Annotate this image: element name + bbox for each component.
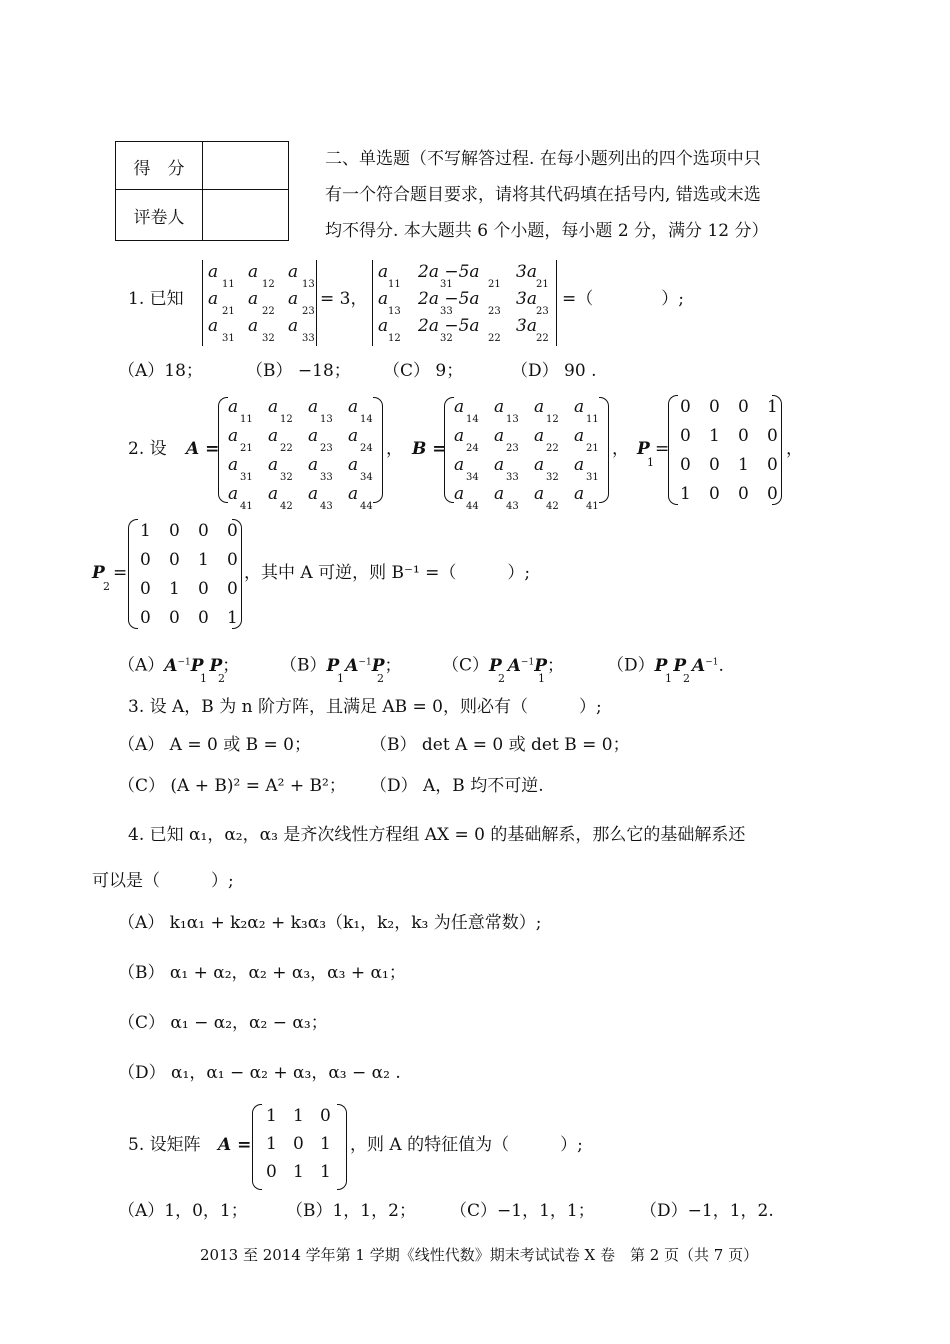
matrix-entry: 0: [680, 455, 691, 475]
matrix-entry: a: [494, 455, 505, 475]
matrix-entry: a: [308, 397, 319, 417]
matrix-entry: 1: [293, 1106, 304, 1126]
matrix-subscript: 23: [536, 306, 549, 317]
matrix-entry: 0: [169, 521, 180, 541]
page-footer: 2013 至 2014 学年第 1 学期《线性代数》期末考试试卷 X 卷 第 2 页（共 7 页）: [200, 1246, 759, 1264]
q1-prefix: 1. 已知: [128, 289, 184, 309]
matrix-entry: 0: [767, 455, 778, 475]
matrix-entry: 0: [320, 1106, 331, 1126]
matrix-entry: 1: [198, 550, 209, 570]
q5-option-d: （D）−1，1，2.: [640, 1201, 774, 1221]
matrix-entry: a: [308, 426, 319, 446]
option-label: （B）: [280, 655, 327, 676]
matrix-entry: a: [268, 455, 279, 475]
matrix-subscript: 21: [488, 279, 501, 290]
option-formula: P P $A^{-1}$.: [654, 655, 724, 676]
matrix-subscript: 33: [320, 472, 333, 483]
matrix-entry: 0: [227, 579, 238, 599]
matrix-entry: a: [378, 289, 389, 309]
matrix-entry: 1: [767, 397, 778, 417]
matrix-entry: a: [248, 262, 259, 282]
option-label: （C）: [442, 655, 490, 676]
q1-option-d: （D） 90 .: [511, 361, 597, 381]
matrix-bracket: [337, 1104, 347, 1190]
matrix-subscript: 22: [488, 333, 501, 344]
matrix-subscript: 32: [280, 472, 293, 483]
matrix-entry: a: [534, 455, 545, 475]
matrix-bracket: [128, 519, 138, 629]
matrix-subscript: 22: [262, 306, 275, 317]
matrix-entry: a: [534, 397, 545, 417]
q1-option-c: （C） 9；: [383, 361, 464, 381]
matrix-entry: a: [288, 289, 299, 309]
matrix-subscript: 13: [506, 414, 519, 425]
matrix-entry: a: [574, 397, 585, 417]
q2-comma: ，: [786, 439, 803, 459]
matrix-entry: 0: [767, 484, 778, 504]
matrix-entry: a: [208, 316, 219, 336]
section-line-1: 二、单选题（不写解答过程. 在每小题列出的四个选项中只: [325, 149, 761, 169]
matrix-bracket: [316, 260, 317, 346]
matrix-entry: 0: [227, 521, 238, 541]
matrix-subscript: 22: [280, 443, 293, 454]
matrix-subscript: 21: [586, 443, 599, 454]
matrix-entry: a: [454, 455, 465, 475]
matrix-subscript: 32: [440, 333, 453, 344]
matrix-subscript: 31: [240, 472, 253, 483]
q5-A-label: A =: [218, 1135, 252, 1155]
matrix-entry: 2a −5a: [418, 289, 480, 309]
matrix-entry: 1: [227, 608, 238, 628]
matrix-entry: 1: [320, 1134, 331, 1154]
matrix-entry: 0: [169, 550, 180, 570]
matrix-subscript: 23: [320, 443, 333, 454]
matrix-entry: a: [378, 316, 389, 336]
matrix-entry: 1: [140, 521, 151, 541]
matrix-subscript: 24: [360, 443, 373, 454]
matrix-subscript: 22: [536, 333, 549, 344]
matrix-entry: a: [494, 484, 505, 504]
matrix-subscript: 31: [222, 333, 235, 344]
q4-option-a: （A） k₁α₁ + k₂α₂ + k₃α₃（k₁，k₂，k₃ 为任意常数）;: [118, 913, 542, 933]
q5-tail: ，则 A 的特征值为（ ）;: [350, 1135, 583, 1155]
table-divider: [116, 189, 288, 190]
matrix-subscript: 23: [302, 306, 315, 317]
matrix-entry: a: [494, 397, 505, 417]
q4-stem: 4. 已知 α₁，α₂，α₃ 是齐次线性方程组 AX = 0 的基础解系，那么它的基础解系还: [128, 825, 746, 845]
matrix-entry: a: [348, 455, 359, 475]
matrix-bracket: [218, 397, 228, 503]
q2-P2-label: P: [92, 563, 105, 583]
matrix-subscript: 33: [302, 333, 315, 344]
score-label: 得 分: [133, 159, 185, 179]
matrix-entry: a: [534, 484, 545, 504]
matrix-entry: a: [454, 397, 465, 417]
matrix-entry: a: [228, 455, 239, 475]
grader-label: 评卷人: [133, 208, 185, 228]
matrix-subscript: 21: [240, 443, 253, 454]
q1-option-b: （B） −18；: [246, 361, 351, 381]
matrix-subscript: 22: [546, 443, 559, 454]
matrix-entry: a: [288, 316, 299, 336]
matrix-entry: a: [574, 455, 585, 475]
matrix-bracket: [599, 397, 609, 503]
q5-option-b: （B）1，1，2；: [286, 1201, 416, 1221]
q2-prefix: 2. 设: [128, 439, 167, 459]
q4-option-c: （C） α₁ − α₂，α₂ − α₃；: [118, 1013, 328, 1033]
q4-option-b: （B） α₁ + α₂，α₂ + α₃，α₃ + α₁；: [118, 963, 406, 983]
matrix-entry: a: [248, 289, 259, 309]
matrix-subscript: 12: [388, 333, 401, 344]
matrix-entry: 1: [738, 455, 749, 475]
matrix-subscript: 42: [280, 501, 293, 512]
q2-B-label: B =: [412, 439, 447, 459]
matrix-subscript: 31: [586, 472, 599, 483]
matrix-subscript: 23: [488, 306, 501, 317]
score-table: [115, 141, 289, 241]
matrix-subscript: 11: [240, 414, 253, 425]
matrix-entry: a: [228, 484, 239, 504]
q3-option-a: （A） A = 0 或 B = 0；: [118, 735, 311, 755]
option-label: （D）: [607, 655, 655, 676]
q1-eq-blank: =（ ）;: [562, 289, 684, 309]
matrix-subscript: 12: [280, 414, 293, 425]
matrix-entry: a: [574, 426, 585, 446]
matrix-entry: 1: [680, 484, 691, 504]
matrix-entry: a: [288, 262, 299, 282]
matrix-entry: 1: [266, 1106, 277, 1126]
matrix-entry: a: [534, 426, 545, 446]
q2-P1-subscript: 1: [647, 456, 654, 469]
matrix-entry: a: [494, 426, 505, 446]
matrix-entry: 1: [709, 426, 720, 446]
matrix-entry: 0: [738, 484, 749, 504]
q3-option-c: （C） (A + B)² = A² + B²；: [118, 776, 346, 796]
option-formula: P $A^{-1}P$；: [326, 655, 402, 676]
matrix-entry: 0: [169, 608, 180, 628]
matrix-entry: a: [454, 426, 465, 446]
q3-option-d: （D） A，B 均不可逆.: [370, 776, 544, 796]
matrix-entry: 1: [320, 1162, 331, 1182]
matrix-entry: a: [348, 484, 359, 504]
matrix-entry: 1: [169, 579, 180, 599]
matrix-entry: a: [268, 426, 279, 446]
matrix-entry: 0: [198, 579, 209, 599]
matrix-subscript: 13: [302, 279, 315, 290]
q1-eq3: = 3，: [320, 289, 368, 309]
matrix-subscript: 34: [466, 472, 479, 483]
matrix-entry: 2a −5a: [418, 316, 480, 336]
matrix-subscript: 12: [546, 414, 559, 425]
matrix-entry: a: [378, 262, 389, 282]
matrix-subscript: 23: [506, 443, 519, 454]
matrix-entry: a: [268, 397, 279, 417]
matrix-subscript: 31: [440, 279, 453, 290]
matrix-entry: 0: [709, 484, 720, 504]
matrix-bracket: [252, 1104, 262, 1190]
matrix-subscript: 32: [546, 472, 559, 483]
matrix-entry: 0: [227, 550, 238, 570]
matrix-entry: 0: [680, 397, 691, 417]
matrix-bracket: [556, 260, 557, 346]
matrix-entry: a: [268, 484, 279, 504]
matrix-entry: 0: [709, 397, 720, 417]
matrix-entry: 0: [198, 608, 209, 628]
q2-A-label: A =: [186, 439, 220, 459]
matrix-entry: 0: [140, 579, 151, 599]
q2-P2-eq: =: [113, 563, 128, 583]
q2-P2-subscript: 2: [103, 580, 110, 593]
matrix-subscript: 13: [320, 414, 333, 425]
matrix-entry: a: [228, 426, 239, 446]
matrix-subscript: 44: [360, 501, 373, 512]
matrix-subscript: 44: [466, 501, 479, 512]
matrix-bracket: [202, 260, 203, 346]
q5-prefix: 5. 设矩阵: [128, 1135, 201, 1155]
section-line-2: 有一个符合题目要求，请将其代码填在括号内, 错选或末选: [325, 185, 761, 205]
matrix-entry: a: [248, 316, 259, 336]
q4-option-d: （D） α₁，α₁ − α₂ + α₃，α₃ − α₂ .: [118, 1063, 401, 1083]
q2-comma: ，: [612, 439, 629, 459]
matrix-entry: a: [208, 289, 219, 309]
matrix-entry: a: [308, 484, 319, 504]
matrix-entry: a: [348, 426, 359, 446]
matrix-entry: a: [228, 397, 239, 417]
matrix-entry: 1: [293, 1162, 304, 1182]
matrix-entry: 0: [293, 1134, 304, 1154]
matrix-entry: 0: [738, 426, 749, 446]
section-line-3: 均不得分. 本大题共 6 个小题，每小题 2 分，满分 12 分）: [325, 221, 769, 241]
matrix-bracket: [373, 397, 383, 503]
subscript: 1 2: [200, 672, 225, 685]
matrix-subscript: 11: [586, 414, 599, 425]
q2-comma: ，: [386, 439, 403, 459]
matrix-entry: 0: [140, 550, 151, 570]
q2-P1-eq: =: [655, 439, 670, 459]
matrix-entry: 0: [198, 521, 209, 541]
option-formula: P $A^{-1}P$；: [489, 655, 564, 676]
matrix-subscript: 33: [440, 306, 453, 317]
matrix-entry: 0: [266, 1162, 277, 1182]
matrix-subscript: 14: [466, 414, 479, 425]
option-label: （A）: [118, 655, 165, 676]
matrix-subscript: 21: [536, 279, 549, 290]
matrix-entry: 3a: [516, 262, 537, 282]
matrix-subscript: 32: [262, 333, 275, 344]
matrix-subscript: 33: [506, 472, 519, 483]
matrix-subscript: 14: [360, 414, 373, 425]
q1-option-a: （A）18；: [118, 361, 203, 381]
matrix-subscript: 11: [222, 279, 235, 290]
matrix-subscript: 24: [466, 443, 479, 454]
matrix-entry: a: [454, 484, 465, 504]
matrix-bracket: [444, 397, 454, 503]
matrix-subscript: 21: [222, 306, 235, 317]
matrix-entry: 1: [266, 1134, 277, 1154]
matrix-entry: 3a: [516, 316, 537, 336]
matrix-entry: 0: [140, 608, 151, 628]
matrix-subscript: 41: [586, 501, 599, 512]
matrix-entry: 0: [709, 455, 720, 475]
q3-stem: 3. 设 A，B 为 n 阶方阵，且满足 AB = 0，则必有（ ）;: [128, 697, 602, 717]
matrix-subscript: 42: [546, 501, 559, 512]
q3-option-b: （B） det A = 0 或 det B = 0；: [370, 735, 630, 755]
q5-option-c: （C）−1，1，1；: [450, 1201, 595, 1221]
matrix-entry: a: [348, 397, 359, 417]
matrix-entry: 0: [738, 397, 749, 417]
matrix-entry: a: [308, 455, 319, 475]
subscript: 2 1: [498, 672, 545, 685]
matrix-entry: 2a −5a: [418, 262, 480, 282]
matrix-subscript: 43: [506, 501, 519, 512]
q4-stem-2: 可以是（ ）;: [92, 871, 234, 891]
matrix-bracket: [372, 260, 373, 346]
q5-option-a: （A）1，0，1；: [118, 1201, 248, 1221]
matrix-entry: a: [574, 484, 585, 504]
matrix-subscript: 41: [240, 501, 253, 512]
option-formula: $A^{-1}P$ P；: [164, 655, 240, 676]
table-divider: [202, 142, 203, 240]
matrix-bracket: [668, 395, 678, 505]
matrix-subscript: 13: [388, 306, 401, 317]
matrix-subscript: 12: [262, 279, 275, 290]
matrix-subscript: 11: [388, 279, 401, 290]
subscript: 1 2: [337, 672, 384, 685]
matrix-subscript: 43: [320, 501, 333, 512]
subscript: 1 2: [665, 672, 690, 685]
matrix-entry: 0: [767, 426, 778, 446]
q2-tail: ，其中 A 可逆，则 B⁻¹ =（ ）;: [244, 563, 531, 583]
matrix-entry: 0: [680, 426, 691, 446]
matrix-entry: 3a: [516, 289, 537, 309]
matrix-entry: a: [208, 262, 219, 282]
q2-P1-label: P: [637, 439, 650, 459]
matrix-subscript: 34: [360, 472, 373, 483]
